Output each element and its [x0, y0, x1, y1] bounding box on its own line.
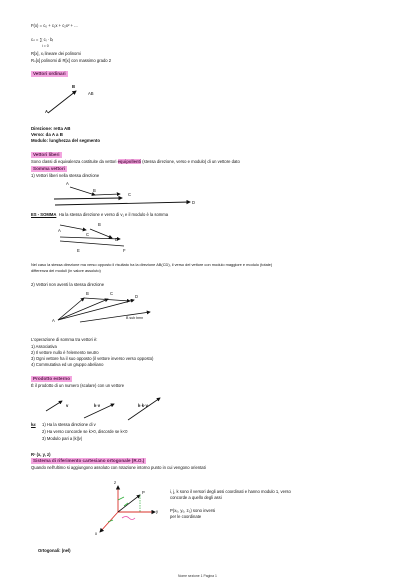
es-vector-2	[90, 229, 112, 238]
es-sum-diagram	[60, 225, 124, 246]
label-vo-b: B	[72, 84, 76, 89]
product-label-kkv: k·k·v	[138, 403, 148, 408]
somma-item-1: 1) Vettori liberi nella stessa direzione	[31, 173, 100, 178]
vettori-liberi-desc	[31, 159, 240, 164]
axis-y-label: y	[156, 509, 159, 514]
vo-desc-2: Verso: da A a B	[31, 132, 63, 137]
es-text: Ha la stessa direzione e verso di v₁ e il modulo è la somma	[58, 212, 169, 217]
vo-desc-1: Direzione: retta AB	[31, 126, 71, 131]
green-mark-1	[118, 497, 124, 500]
sum1-vector-1	[70, 187, 95, 195]
vl-desc-highlight: equipollenti	[117, 159, 142, 164]
vector-op	[118, 495, 140, 512]
section-title-vettori-ordinari: Vettori ordinari	[33, 71, 66, 76]
section-title-sistema: Sistema di riferimento cartesiano ortogonale (R.O.)	[33, 458, 145, 463]
sum1-result-long	[55, 202, 190, 205]
sum1-result	[54, 198, 122, 199]
label-s2-c: C	[86, 232, 90, 237]
formula-line-5: Rₙ[x] polinomi di R[x] con massimo grado 2	[31, 58, 112, 63]
pxyz-text-1: P(x₀, y₀, z₀) sono inversi	[170, 508, 216, 513]
label-s2-f: F	[123, 248, 126, 253]
sistema-desc: Quando nell'ultimo si aggiungono assoluto con rotazione intorno punto in cui vengono orientati	[31, 465, 206, 470]
label-s2-d: D	[115, 237, 119, 242]
section-title-somma: Somma vettori	[33, 166, 65, 171]
section-title-prodotto: Prodotto esterno	[33, 376, 71, 381]
label-s1-d: D	[192, 200, 196, 205]
product-vector-kkv	[128, 398, 160, 420]
es-label: ES - SOMMA	[31, 212, 57, 217]
k-item-1: 1) Ha la stessa direzione di v	[42, 422, 96, 427]
k-label: k≠	[31, 422, 36, 427]
prop-item-2: 2) Il vettore nullo è l'elemento neutro	[31, 350, 99, 355]
label-s3-a: A	[52, 318, 55, 323]
prop-item-3: 3) Ogni vettore ha il suo opposto (il vettore inverso verso opposto)	[31, 356, 154, 361]
label-vo-v: AB	[88, 91, 94, 96]
label-vo-a: A	[45, 109, 49, 114]
coordinate-system-diagram	[100, 486, 155, 532]
es-vector-1	[60, 225, 86, 230]
label-s3-sum: B sub bmn	[126, 316, 144, 320]
sum2-vector-2	[58, 299, 108, 320]
somma-item-2: 2) Vettori non aventi la stessa direzione	[31, 282, 105, 287]
page-footer: Nome sezione 1 Pagina 1	[178, 574, 217, 578]
product-label-kv: k·v	[94, 403, 101, 408]
sum1-vector-2	[95, 194, 120, 195]
label-s2-a: A	[58, 228, 61, 233]
ortogonali-label: Ortogonali: (nel)	[38, 548, 71, 553]
label-s3-d: D	[135, 294, 139, 299]
vl-desc-a: Sono classi di equivalenza costituite da vettori	[31, 159, 118, 164]
formula-line-4: R[x], xᵢ lineare dei polinomi	[31, 51, 81, 56]
label-s3-b: B	[86, 291, 89, 296]
label-s1-c: C	[128, 192, 132, 197]
product-label-v: v	[66, 403, 69, 408]
prop-item-1: 1) Associativa	[31, 344, 57, 349]
prodotto-desc: È il prodotto di un numero (scalare) con un vettore	[31, 383, 125, 388]
label-s2-e: E	[77, 248, 80, 253]
label-s2-b: B	[98, 222, 101, 227]
ijk-text-1: i, j, k sono il versori degli assi coordinati e hanno modulo 1, verso	[170, 489, 291, 494]
axis-z-label: z	[114, 480, 117, 485]
diff-text-1: Nel caso la stessa direzione ma verso opposto il risultato ha la direzione AB(CD), il verso del vettore con modulo maggiore e modulo (totale)	[31, 262, 273, 267]
formula-sum-index: i = 0	[42, 44, 49, 48]
es-sum-text	[31, 212, 168, 217]
point-p-label: P	[142, 490, 145, 495]
k-item-2: 2) Ha verso concorde se k>0, discorde se k<0	[42, 429, 128, 434]
pink-mark	[122, 517, 135, 520]
prop-item-4: 4) Commutativa ed un gruppo abeliano	[31, 362, 104, 367]
vector-ab-arrow	[48, 91, 76, 113]
vl-desc-b: (stessa direzione, verso e modulo) di un vettore dato	[141, 159, 240, 164]
props-intro: L'operazione di somma tra vettori è:	[31, 337, 98, 342]
r3-label: R³ (x, y, z)	[31, 452, 51, 457]
k-item-3: 3) Modulo pari a |k||v|	[42, 436, 82, 441]
label-s1-b: B	[93, 188, 96, 193]
diff-text-2: differenza dei moduli (in valore assoluto)	[31, 268, 101, 273]
vo-desc-3: Modulo: lunghezza del segmento	[31, 138, 101, 143]
label-s1-a: A	[66, 181, 69, 186]
formula-polynomial: F(x) = c₀ + c₁x + c₂x² + ...	[31, 23, 78, 28]
pxyz-text-2: per le coordinate	[170, 514, 202, 519]
sum-same-direction-diagram	[54, 187, 190, 205]
scalar-product-diagram	[46, 398, 160, 420]
product-vector-v	[46, 401, 62, 411]
section-title-vettori-liberi: Vettori liberi	[33, 152, 60, 157]
axis-x-label: x	[95, 531, 98, 536]
sum2-vector-3	[84, 298, 130, 301]
ijk-text-2: concorde a quello degli assi	[170, 495, 222, 500]
formula-sum: cₙ = ∑ cᵢ · bᵢ	[31, 37, 54, 42]
vector-ab-diagram	[48, 91, 76, 113]
label-s3-c: C	[110, 291, 114, 296]
